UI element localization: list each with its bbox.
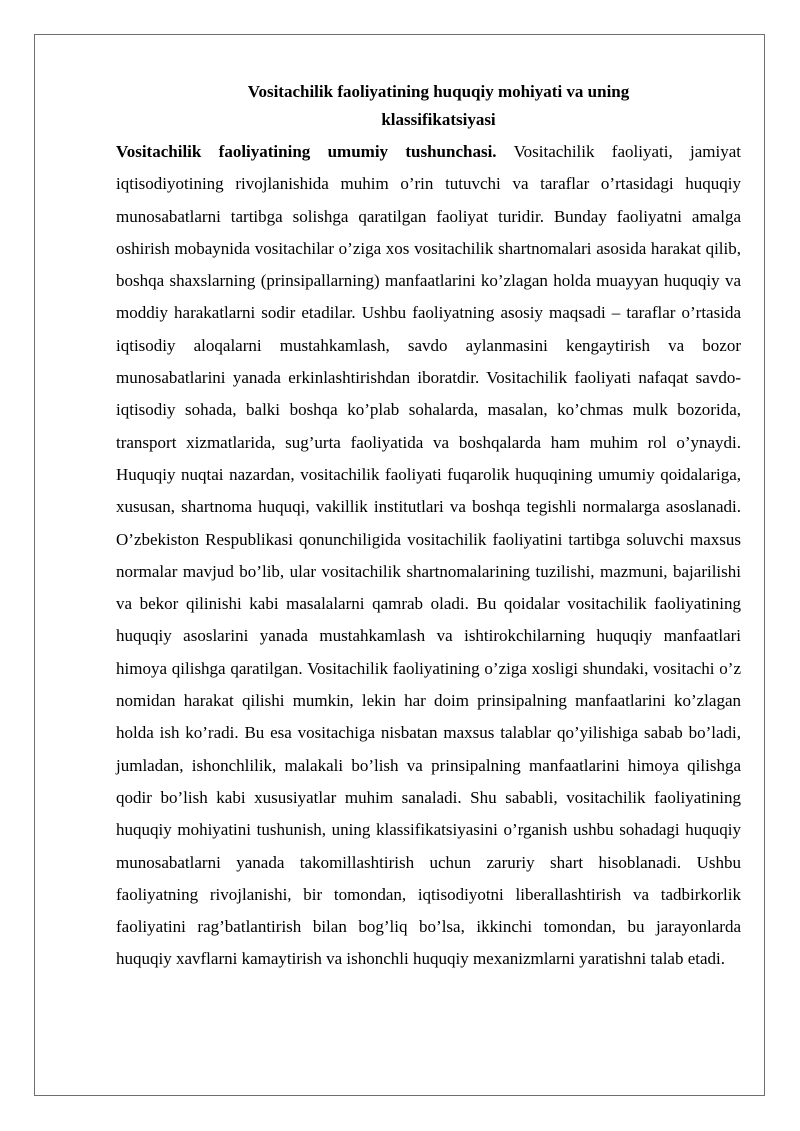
section-heading: Vositachilik faoliyatining umumiy tushunchasi. xyxy=(116,142,497,161)
title-line-2: klassifikatsiyasi xyxy=(381,110,496,129)
paragraph-text: Vositachilik faoliyati, jamiyat iqtisodiyotining rivojlanishida muhim o’rin tutuvchi va taraflar o’rtasidagi huquqiy munosabatlarni tartibga solishga qaratilgan faoliyat turidir. Bunday faoliyatni amalga oshirish mobaynida vositachilar o’ziga xos vositachilik shartnomalari asosida harakat qilib, boshqa shaxslarning (prinsipallarning) manfaatlarini ko’zlagan holda muayyan huquqiy va moddiy harakatlarni sodir etadilar. Ushbu faoliyatning asosiy maqsadi – taraflar o’rtasida iqtisodiy aloqalarni mustahkamlash, savdo aylanmasini kengaytirish va bozor munosabatlarini yanada erkinlashtirishdan iboratdir. Vositachilik faoliyati nafaqat savdo-iqtisodiy sohada, balki boshqa ko’plab sohalarda, masalan, ko’chmas mulk bozorida, transport xizmatlarida, sug’urta faoliyatida va boshqalarda ham muhim rol o’ynaydi. Huquqiy nuqtai nazardan, vositachilik faoliyati fuqarolik huquqining umumiy qoidalariga, xususan, shartnoma huquqi, vakillik institutlari va boshqa tegishli normalarga asoslanadi. O’zbekiston Respublikasi qonunchiligida vositachilik faoliyatini tartibga soluvchi maxsus normalar mavjud bo’lib, ular vositachilik shartnomalarining tuzilishi, mazmuni, bajarilishi va bekor qilinishi kabi masalalarni qamrab oladi. Bu qoidalar vositachilik faoliyatining huquqiy asoslarini yanada mustahkamlash va ishtirokchilarning huquqiy manfaatlari himoya qilishga qaratilgan. Vositachilik faoliyatining o’ziga xosligi shundaki, vositachi o’z nomidan harakat qilishi mumkin, lekin har doim prinsipalning manfaatlarini ko’zlagan holda ish ko’radi. Bu esa vositachiga nisbatan maxsus talablar qo’yilishiga sabab bo’ladi, jumladan, ishonchlilik, malakali bo’lish va prinsipalning manfaatlarini himoya qilishga qodir bo’lish kabi xususiyatlar muhim sanaladi. Shu sababli, vositachilik faoliyatining huquqiy mohiyatini tushunish, uning klassifikatsiyasini o’rganish ushbu sohadagi huquqiy munosabatlarni yanada takomillashtirish uchun zaruriy shart hisoblanadi. Ushbu faoliyatning rivojlanishi, bir tomondan, iqtisodiyotni liberallashtirish va tadbirkorlik faoliyatini rag’batlantirish bilan bog’liq bo’lsa, ikkinchi tomondan, bu jarayonlarda huquqiy xavflarni kamaytirish va ishonchli huquqiy mexanizmlarni yaratishni talab etadi. xyxy=(116,142,741,969)
document-title xyxy=(116,78,741,134)
title-line-1: Vositachilik faoliyatining huquqiy mohiyati va uning xyxy=(247,82,630,101)
body-paragraph xyxy=(116,136,741,976)
document-content xyxy=(116,78,741,976)
